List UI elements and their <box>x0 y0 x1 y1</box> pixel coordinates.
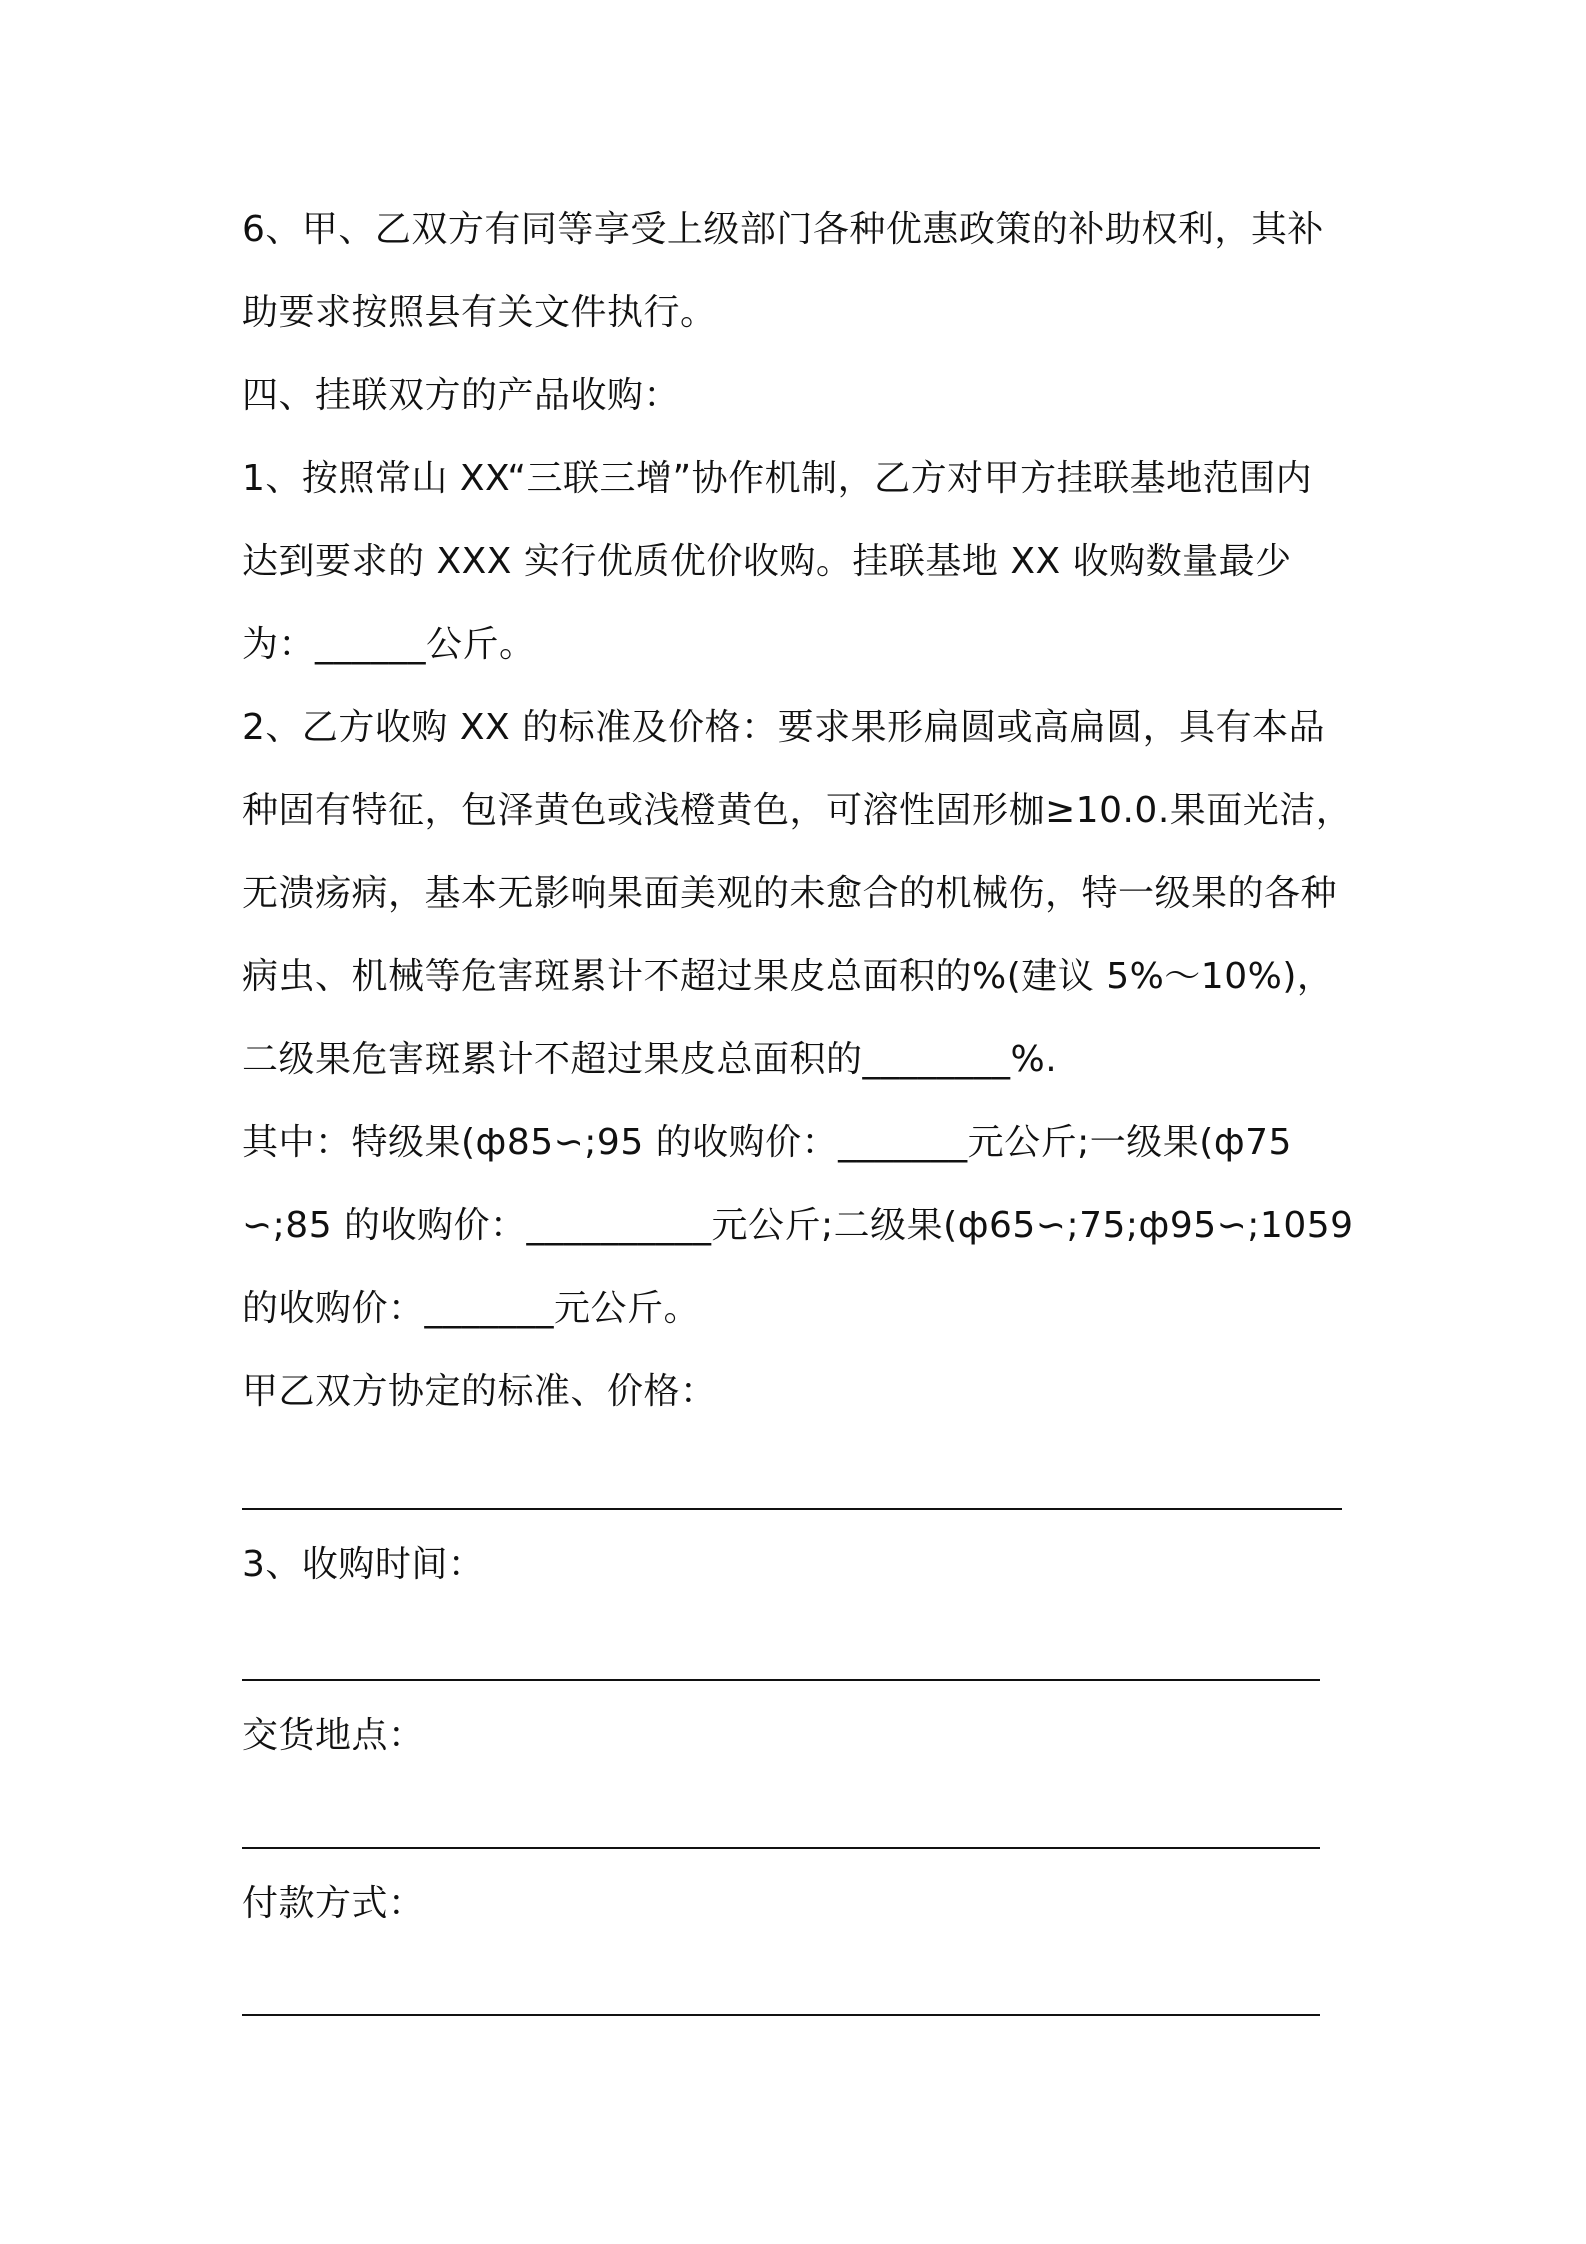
field-label-payment-method: 付款方式： <box>242 1883 425 1924</box>
text-line: ∽;85 的收购价：__________元公斤;二级果(ф65∽;75;ф95∽;1059 <box>242 1205 1354 1246</box>
text-line: 二级果危害斑累计不超过果皮总面积的________%. <box>242 1039 1058 1080</box>
field-label-purchase-time: 3、收购时间： <box>242 1544 485 1585</box>
fill-in-line-standard-price <box>242 1508 1342 1510</box>
text-line: 种固有特征，包泽黄色或浅橙黄色，可溶性固形枷≥10.0.果面光洁， <box>242 790 1353 831</box>
text-line: 为：______公斤。 <box>242 624 536 665</box>
section-heading: 四、挂联双方的产品收购： <box>242 375 681 416</box>
text-line: 病虫、机械等危害斑累计不超过果皮总面积的%(建议 5%～10%)， <box>242 956 1334 997</box>
text-line: 6、甲、乙双方有同等享受上级部门各种优惠政策的补助权利，其补 <box>242 209 1324 250</box>
text-line: 其中：特级果(ф85∽;95 的收购价：_______元公斤;一级果(ф75 <box>242 1122 1292 1163</box>
text-line: 的收购价：_______元公斤。 <box>242 1288 701 1329</box>
text-line: 无溃疡病，基本无影响果面美观的未愈合的机械伤，特一级果的各种 <box>242 873 1338 914</box>
text-line: 达到要求的 XXX 实行优质优价收购。挂联基地 XX 收购数量最少 <box>242 541 1292 582</box>
text-line: 2、乙方收购 XX 的标准及价格：要求果形扁圆或高扁圆，具有本品 <box>242 707 1326 748</box>
fill-in-line-payment-method <box>242 2014 1320 2016</box>
field-label-delivery-place: 交货地点： <box>242 1715 425 1756</box>
text-line: 助要求按照县有关文件执行。 <box>242 292 717 333</box>
fill-in-line-delivery-place <box>242 1847 1320 1849</box>
field-label-standard-price: 甲乙双方协定的标准、价格： <box>242 1371 717 1412</box>
fill-in-line-purchase-time <box>242 1679 1320 1681</box>
text-line: 1、按照常山 XX“三联三增”协作机制，乙方对甲方挂联基地范围内 <box>242 458 1313 499</box>
